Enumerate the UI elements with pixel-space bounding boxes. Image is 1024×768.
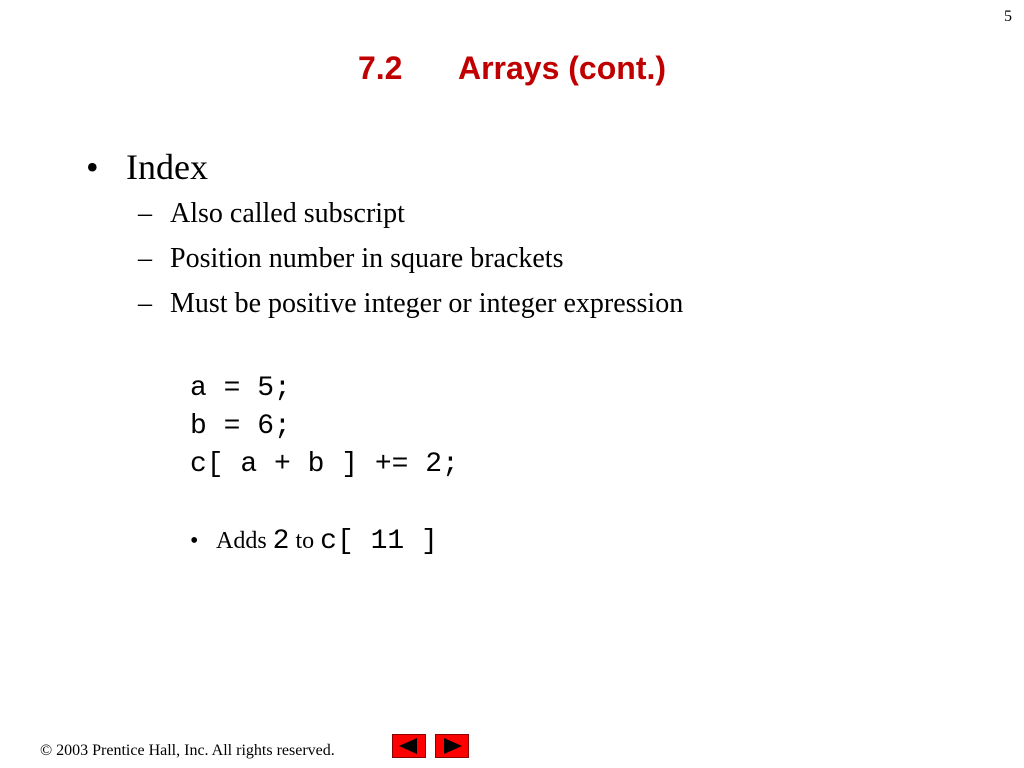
sub-bullet-item	[138, 288, 683, 333]
arrow-left-icon	[393, 735, 425, 757]
sub-bullet-list	[138, 198, 683, 333]
dash-marker: –	[138, 288, 152, 319]
slide-title-text: Arrays (cont.)	[457, 50, 667, 86]
page-number: 5	[1004, 8, 1012, 25]
bullet-dot: •	[86, 147, 99, 187]
dash-marker: –	[138, 243, 152, 274]
note-bullet	[190, 526, 438, 557]
main-bullet	[86, 146, 208, 188]
note-middle: to	[295, 528, 315, 554]
note-prefix: Adds	[216, 528, 267, 554]
code-line: a = 5;	[190, 373, 291, 404]
sub-bullet-text: Also called subscript	[170, 198, 405, 229]
slide-title	[0, 50, 1024, 87]
sub-bullet-text: Must be positive integer or integer expression	[170, 288, 684, 319]
sub-bullet-text: Position number in square brackets	[170, 243, 564, 274]
code-block	[190, 370, 459, 484]
code-line: b = 6;	[190, 411, 291, 442]
sub-bullet-item	[138, 198, 683, 243]
main-bullet-text: Index	[126, 147, 208, 187]
sub-bullet-item	[138, 243, 683, 288]
copyright-footer: © 2003 Prentice Hall, Inc. All rights reserved.	[40, 742, 335, 759]
previous-slide-button[interactable]	[392, 734, 426, 758]
dash-marker: –	[138, 198, 152, 229]
code-line: c[ a + b ] += 2;	[190, 449, 459, 480]
next-slide-button[interactable]	[435, 734, 469, 758]
arrow-right-icon	[436, 735, 468, 757]
note-value: 2	[272, 526, 290, 557]
slide-title-number: 7.2	[357, 50, 403, 86]
note-target: c[ 11 ]	[320, 526, 438, 557]
bullet-dot: •	[190, 528, 199, 554]
